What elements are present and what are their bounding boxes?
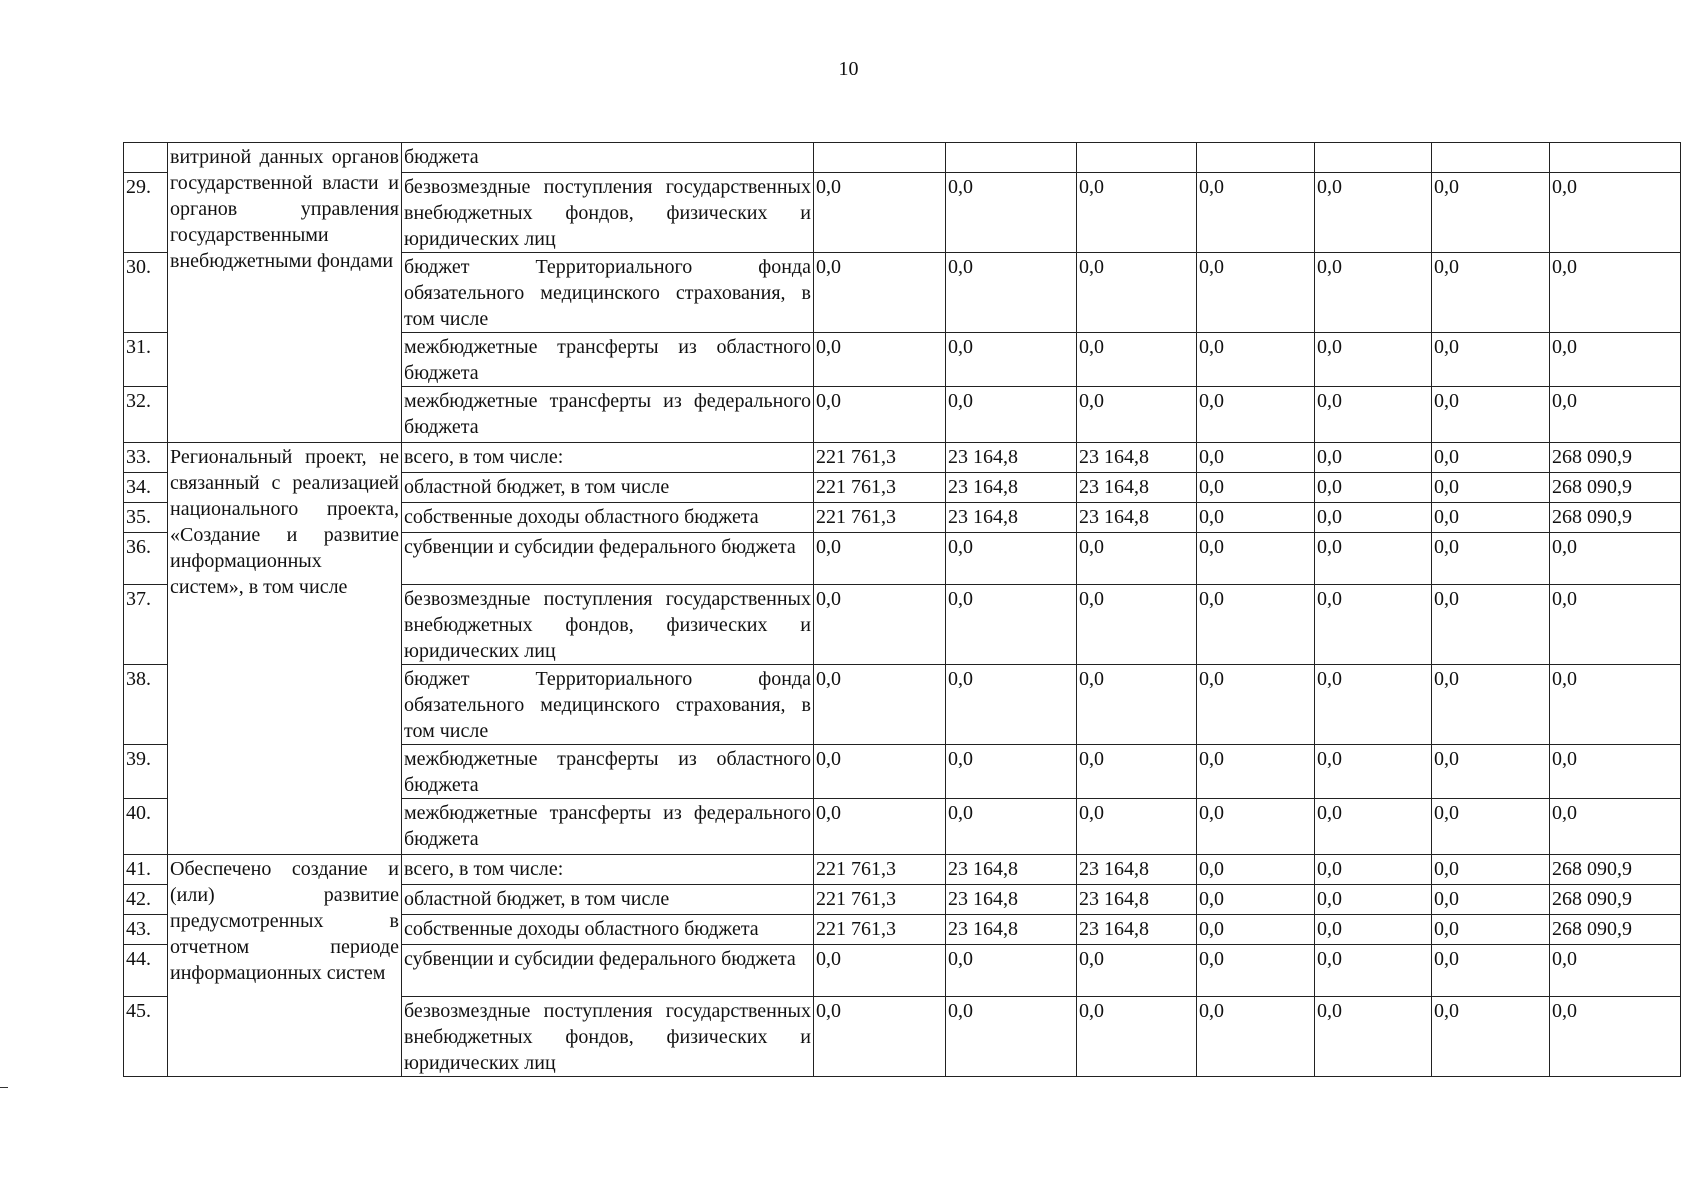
row-number: 40. — [124, 799, 168, 855]
value-cell: 0,0 — [1315, 387, 1432, 443]
value-cell: 221 761,3 — [814, 503, 946, 533]
value-cell: 0,0 — [814, 665, 946, 745]
value-cell: 0,0 — [946, 387, 1077, 443]
value-cell: 0,0 — [1315, 745, 1432, 799]
value-cell — [814, 143, 946, 173]
value-cell: 0,0 — [1432, 253, 1550, 333]
value-cell: 0,0 — [1315, 915, 1432, 945]
row-number: 37. — [124, 585, 168, 665]
row-number: 45. — [124, 997, 168, 1077]
value-cell: 0,0 — [1432, 173, 1550, 253]
row-number: 38. — [124, 665, 168, 745]
value-cell: 0,0 — [1432, 333, 1550, 387]
row-number: 43. — [124, 915, 168, 945]
value-cell: 0,0 — [1197, 173, 1315, 253]
value-cell: 23 164,8 — [946, 473, 1077, 503]
value-cell: 0,0 — [1550, 387, 1681, 443]
funding-source-cell: безвозмездные поступления государственных внебюджетных фондов, физических и юридических лиц — [402, 173, 814, 253]
funding-source-cell: областной бюджет, в том числе — [402, 885, 814, 915]
value-cell: 0,0 — [1197, 503, 1315, 533]
value-cell: 23 164,8 — [946, 503, 1077, 533]
value-cell: 0,0 — [1315, 585, 1432, 665]
value-cell: 0,0 — [1197, 533, 1315, 585]
value-cell: 0,0 — [814, 387, 946, 443]
table-row — [124, 855, 1681, 885]
row-number: 39. — [124, 745, 168, 799]
value-cell: 23 164,8 — [946, 915, 1077, 945]
funding-source-cell: межбюджетные трансферты из федерального бюджета — [402, 799, 814, 855]
value-cell: 221 761,3 — [814, 473, 946, 503]
value-cell: 0,0 — [1077, 585, 1197, 665]
value-cell: 0,0 — [946, 665, 1077, 745]
value-cell: 0,0 — [1197, 799, 1315, 855]
value-cell: 0,0 — [814, 997, 946, 1077]
value-cell: 0,0 — [1315, 173, 1432, 253]
value-cell: 0,0 — [1077, 333, 1197, 387]
value-cell: 0,0 — [1550, 333, 1681, 387]
value-cell — [1432, 143, 1550, 173]
page-number: 10 — [838, 58, 859, 80]
row-number: 31. — [124, 333, 168, 387]
value-cell: 0,0 — [1432, 503, 1550, 533]
value-cell: 0,0 — [814, 533, 946, 585]
table-body — [124, 143, 1681, 1077]
value-cell: 0,0 — [1315, 473, 1432, 503]
value-cell: 0,0 — [814, 253, 946, 333]
value-cell: 221 761,3 — [814, 855, 946, 885]
value-cell: 0,0 — [1315, 443, 1432, 473]
value-cell: 0,0 — [1550, 745, 1681, 799]
category-cell: Обеспечено создание и (или) развитие предусмотренных в отчетном периоде информационных систем — [168, 855, 402, 1077]
value-cell: 0,0 — [814, 945, 946, 997]
funding-source-cell: областной бюджет, в том числе — [402, 473, 814, 503]
value-cell: 0,0 — [1550, 533, 1681, 585]
funding-source-cell: бюджет Территориального фонда обязательного медицинского страхования, в том числе — [402, 253, 814, 333]
row-number: 29. — [124, 173, 168, 253]
row-number: 35. — [124, 503, 168, 533]
row-number: 41. — [124, 855, 168, 885]
value-cell: 0,0 — [946, 799, 1077, 855]
value-cell: 0,0 — [1315, 533, 1432, 585]
value-cell: 221 761,3 — [814, 885, 946, 915]
value-cell: 0,0 — [1077, 799, 1197, 855]
value-cell: 0,0 — [1432, 945, 1550, 997]
value-cell: 0,0 — [1197, 745, 1315, 799]
value-cell: 23 164,8 — [1077, 915, 1197, 945]
value-cell: 268 090,9 — [1550, 915, 1681, 945]
value-cell: 221 761,3 — [814, 915, 946, 945]
value-cell: 0,0 — [1432, 915, 1550, 945]
value-cell: 0,0 — [946, 945, 1077, 997]
row-number: 33. — [124, 443, 168, 473]
value-cell — [1550, 143, 1681, 173]
value-cell: 0,0 — [1197, 387, 1315, 443]
value-cell: 0,0 — [814, 333, 946, 387]
value-cell: 0,0 — [1550, 665, 1681, 745]
value-cell: 0,0 — [1432, 533, 1550, 585]
table-row — [124, 443, 1681, 473]
row-number — [124, 143, 168, 173]
value-cell: 0,0 — [1197, 665, 1315, 745]
funding-source-cell: бюджета — [402, 143, 814, 173]
budget-table — [123, 142, 1681, 1077]
value-cell: 221 761,3 — [814, 443, 946, 473]
value-cell: 0,0 — [1550, 799, 1681, 855]
value-cell: 0,0 — [1077, 997, 1197, 1077]
row-number: 32. — [124, 387, 168, 443]
value-cell: 23 164,8 — [1077, 503, 1197, 533]
funding-source-cell: межбюджетные трансферты из областного бюджета — [402, 333, 814, 387]
value-cell: 268 090,9 — [1550, 885, 1681, 915]
value-cell: 0,0 — [1077, 387, 1197, 443]
value-cell: 0,0 — [1315, 885, 1432, 915]
value-cell: 0,0 — [1432, 997, 1550, 1077]
value-cell: 0,0 — [1550, 173, 1681, 253]
value-cell: 0,0 — [1432, 585, 1550, 665]
funding-source-cell: собственные доходы областного бюджета — [402, 503, 814, 533]
value-cell: 23 164,8 — [946, 885, 1077, 915]
table-row — [124, 143, 1681, 173]
row-number: 34. — [124, 473, 168, 503]
row-number: 30. — [124, 253, 168, 333]
value-cell: 0,0 — [814, 173, 946, 253]
value-cell: 0,0 — [946, 997, 1077, 1077]
funding-source-cell: собственные доходы областного бюджета — [402, 915, 814, 945]
value-cell: 0,0 — [1550, 585, 1681, 665]
edge-mark — [0, 1087, 8, 1088]
value-cell: 0,0 — [1077, 945, 1197, 997]
value-cell: 23 164,8 — [1077, 443, 1197, 473]
value-cell: 0,0 — [1197, 997, 1315, 1077]
row-number: 44. — [124, 945, 168, 997]
value-cell: 0,0 — [1432, 443, 1550, 473]
funding-source-cell: безвозмездные поступления государственных внебюджетных фондов, физических и юридических лиц — [402, 997, 814, 1077]
value-cell: 0,0 — [1197, 855, 1315, 885]
funding-source-cell: субвенции и субсидии федерального бюджета — [402, 945, 814, 997]
value-cell: 0,0 — [1315, 855, 1432, 885]
value-cell: 0,0 — [946, 533, 1077, 585]
category-cell: Региональный проект, не связанный с реализацией национального проекта, «Создание и развитие информационных систем», в том числе — [168, 443, 402, 855]
value-cell: 0,0 — [1197, 885, 1315, 915]
value-cell: 0,0 — [1077, 745, 1197, 799]
value-cell — [946, 143, 1077, 173]
value-cell: 0,0 — [814, 799, 946, 855]
value-cell: 0,0 — [1077, 533, 1197, 585]
value-cell: 268 090,9 — [1550, 443, 1681, 473]
value-cell: 0,0 — [1550, 253, 1681, 333]
value-cell: 0,0 — [1315, 997, 1432, 1077]
value-cell: 0,0 — [1432, 855, 1550, 885]
value-cell: 0,0 — [1077, 173, 1197, 253]
value-cell: 0,0 — [1432, 387, 1550, 443]
value-cell: 0,0 — [1077, 253, 1197, 333]
value-cell: 268 090,9 — [1550, 855, 1681, 885]
row-number: 42. — [124, 885, 168, 915]
value-cell: 23 164,8 — [946, 855, 1077, 885]
value-cell: 0,0 — [946, 173, 1077, 253]
funding-source-cell: всего, в том числе: — [402, 443, 814, 473]
funding-source-cell: бюджет Территориального фонда обязательного медицинского страхования, в том числе — [402, 665, 814, 745]
value-cell: 0,0 — [1432, 473, 1550, 503]
value-cell: 0,0 — [1315, 503, 1432, 533]
value-cell: 0,0 — [1197, 585, 1315, 665]
value-cell: 268 090,9 — [1550, 503, 1681, 533]
value-cell: 0,0 — [1550, 945, 1681, 997]
value-cell: 0,0 — [946, 333, 1077, 387]
value-cell: 0,0 — [1315, 333, 1432, 387]
value-cell: 0,0 — [946, 745, 1077, 799]
value-cell: 0,0 — [1197, 443, 1315, 473]
value-cell: 0,0 — [814, 585, 946, 665]
funding-source-cell: всего, в том числе: — [402, 855, 814, 885]
value-cell: 0,0 — [946, 253, 1077, 333]
value-cell: 0,0 — [1315, 665, 1432, 745]
value-cell: 23 164,8 — [946, 443, 1077, 473]
value-cell: 0,0 — [1315, 945, 1432, 997]
funding-source-cell: межбюджетные трансферты из федерального бюджета — [402, 387, 814, 443]
funding-source-cell: межбюджетные трансферты из областного бюджета — [402, 745, 814, 799]
value-cell: 0,0 — [1315, 799, 1432, 855]
value-cell: 23 164,8 — [1077, 885, 1197, 915]
row-number: 36. — [124, 533, 168, 585]
value-cell: 0,0 — [1197, 333, 1315, 387]
value-cell: 0,0 — [1432, 665, 1550, 745]
value-cell: 0,0 — [1197, 915, 1315, 945]
value-cell — [1315, 143, 1432, 173]
value-cell: 23 164,8 — [1077, 473, 1197, 503]
value-cell: 23 164,8 — [1077, 855, 1197, 885]
value-cell: 0,0 — [1315, 253, 1432, 333]
value-cell — [1197, 143, 1315, 173]
value-cell: 0,0 — [1432, 745, 1550, 799]
value-cell: 0,0 — [1432, 799, 1550, 855]
value-cell: 0,0 — [1432, 885, 1550, 915]
funding-source-cell: безвозмездные поступления государственных внебюджетных фондов, физических и юридических лиц — [402, 585, 814, 665]
value-cell: 0,0 — [1550, 997, 1681, 1077]
value-cell — [1077, 143, 1197, 173]
value-cell: 268 090,9 — [1550, 473, 1681, 503]
value-cell: 0,0 — [1197, 945, 1315, 997]
value-cell: 0,0 — [1197, 253, 1315, 333]
value-cell: 0,0 — [814, 745, 946, 799]
value-cell: 0,0 — [1077, 665, 1197, 745]
value-cell: 0,0 — [1197, 473, 1315, 503]
value-cell: 0,0 — [946, 585, 1077, 665]
category-cell: витриной данных органов государственной власти и органов управления государственными внебюджетными фондами — [168, 143, 402, 443]
funding-source-cell: субвенции и субсидии федерального бюджета — [402, 533, 814, 585]
